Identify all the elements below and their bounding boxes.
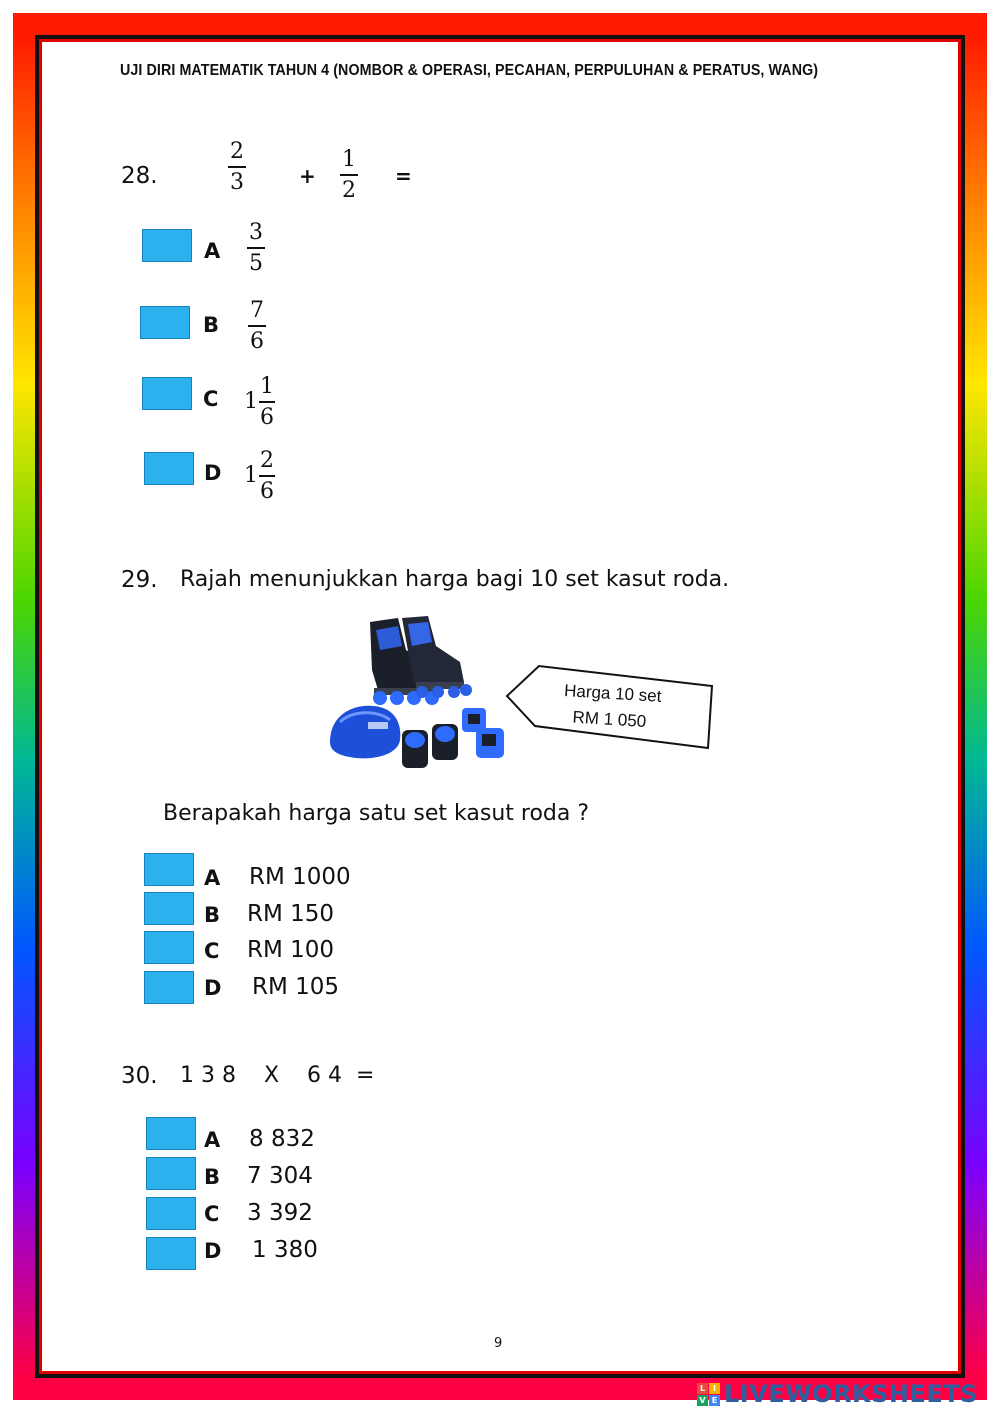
helmet-icon bbox=[330, 706, 400, 759]
question-29-number: 29. bbox=[121, 567, 158, 593]
q29-answer-box-d[interactable] bbox=[144, 971, 194, 1004]
worksheet-header: UJI DIRI MATEMATIK TAHUN 4 (NOMBOR & OPERASI, PECAHAN, PERPULUHAN & PERATUS, WANG) bbox=[120, 62, 819, 79]
question-28-number: 28. bbox=[121, 163, 158, 189]
q29-option-d-text: RM 105 bbox=[252, 974, 340, 1000]
q28-fraction-a-denominator: 3 bbox=[230, 169, 244, 195]
q28-fraction-b-denominator: 2 bbox=[342, 177, 356, 203]
protective-pads-icon bbox=[402, 708, 504, 768]
q28-fraction-a bbox=[228, 140, 246, 194]
logo-tile-v: V bbox=[697, 1395, 708, 1406]
q30-option-d-text: 1 380 bbox=[252, 1237, 318, 1263]
q30-option-c-letter: C bbox=[204, 1202, 220, 1226]
q29-option-a-letter: A bbox=[204, 866, 221, 890]
logo-text: LIVEWORKSHEETS bbox=[724, 1380, 978, 1408]
roller-skate-icon bbox=[370, 616, 472, 705]
question-30-text: 1 3 8 X 6 4 = bbox=[180, 1063, 375, 1088]
q28-option-c-letter: C bbox=[203, 387, 219, 411]
logo-tile-e: E bbox=[709, 1395, 720, 1406]
question-29-text: Rajah menunjukkan harga bagi 10 set kasut roda. bbox=[180, 567, 730, 592]
q30-option-b-letter: B bbox=[204, 1165, 221, 1189]
q28-fraction-b-numerator: 1 bbox=[342, 147, 356, 172]
q29-option-c-text: RM 100 bbox=[247, 937, 335, 963]
q28-option-d-mixed-number bbox=[244, 449, 275, 503]
q30-option-d-letter: D bbox=[204, 1239, 222, 1263]
q29-option-c-letter: C bbox=[204, 939, 220, 963]
logo-tile-i: I bbox=[709, 1383, 720, 1394]
q29-option-a-text: RM 1000 bbox=[249, 864, 351, 890]
q28-option-b-letter: B bbox=[203, 313, 220, 337]
logo-tile-l: L bbox=[697, 1383, 708, 1394]
q28-option-d-whole: 1 bbox=[244, 463, 258, 489]
q28-option-d-denominator: 6 bbox=[260, 478, 274, 504]
q30-option-b-text: 7 304 bbox=[247, 1163, 313, 1189]
q30-answer-box-c[interactable] bbox=[146, 1197, 196, 1230]
q28-option-b-denominator: 6 bbox=[250, 328, 264, 354]
q28-option-a-denominator: 5 bbox=[249, 250, 263, 276]
price-tag-line-1: Harga 10 set bbox=[563, 680, 662, 706]
q28-option-d-letter: D bbox=[204, 461, 222, 485]
q28-answer-box-d[interactable] bbox=[144, 452, 194, 485]
logo-tiles-icon bbox=[697, 1383, 720, 1406]
q28-answer-box-a[interactable] bbox=[142, 229, 192, 262]
q28-option-c-numerator: 1 bbox=[260, 374, 274, 399]
q28-fraction-b bbox=[340, 148, 358, 202]
q28-option-c-whole: 1 bbox=[244, 389, 258, 415]
roller-skates-illustration bbox=[318, 610, 518, 780]
price-tag-label bbox=[562, 678, 662, 736]
q30-answer-box-a[interactable] bbox=[146, 1117, 196, 1150]
q28-option-a-letter: A bbox=[204, 239, 221, 263]
q28-option-c-denominator: 6 bbox=[260, 404, 274, 430]
question-30-number: 30. bbox=[121, 1063, 158, 1089]
liveworksheets-logo[interactable] bbox=[697, 1380, 978, 1408]
q29-answer-box-a[interactable] bbox=[144, 853, 194, 886]
q28-option-b-numerator: 7 bbox=[250, 298, 264, 323]
q28-option-a-fraction bbox=[247, 221, 265, 275]
q29-answer-box-c[interactable] bbox=[144, 931, 194, 964]
q28-fraction-a-numerator: 2 bbox=[230, 139, 244, 164]
q28-equals-sign: = bbox=[395, 164, 412, 188]
question-29-prompt: Berapakah harga satu set kasut roda ? bbox=[163, 801, 590, 826]
q30-answer-box-d[interactable] bbox=[146, 1237, 196, 1270]
q30-option-a-letter: A bbox=[204, 1128, 221, 1152]
q29-answer-box-b[interactable] bbox=[144, 892, 194, 925]
q28-answer-box-c[interactable] bbox=[142, 377, 192, 410]
q28-option-d-numerator: 2 bbox=[260, 448, 274, 473]
q29-option-b-letter: B bbox=[204, 903, 221, 927]
q30-option-a-text: 8 832 bbox=[249, 1126, 315, 1152]
q30-answer-box-b[interactable] bbox=[146, 1157, 196, 1190]
q28-plus-sign: + bbox=[299, 164, 316, 188]
q29-option-b-text: RM 150 bbox=[247, 901, 335, 927]
q28-option-a-numerator: 3 bbox=[249, 220, 263, 245]
page-number: 9 bbox=[494, 1336, 503, 1351]
q28-answer-box-b[interactable] bbox=[140, 306, 190, 339]
q28-option-c-mixed-number bbox=[244, 375, 275, 429]
price-tag-line-2: RM 1 050 bbox=[572, 707, 647, 732]
q30-option-c-text: 3 392 bbox=[247, 1200, 313, 1226]
q28-option-b-fraction bbox=[248, 299, 266, 353]
q29-option-d-letter: D bbox=[204, 976, 222, 1000]
